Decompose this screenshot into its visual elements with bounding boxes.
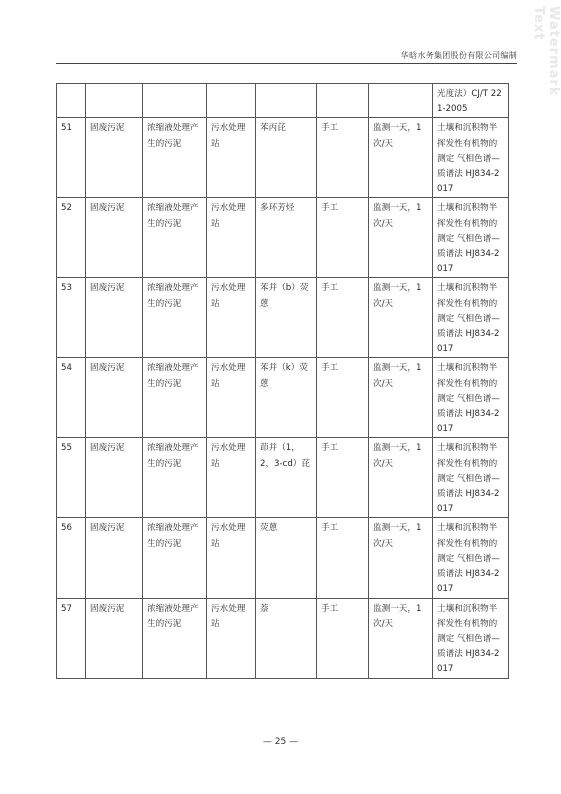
- table-row-continued: [57, 84, 509, 118]
- cell-location: 污水处理站: [207, 438, 256, 518]
- cell-pollutant: 荧蒽: [256, 518, 317, 598]
- cell-pollutant: [256, 84, 317, 118]
- cell-no: 54: [57, 358, 86, 438]
- cell-category: 固废污泥: [86, 598, 143, 678]
- table-row: [57, 118, 509, 198]
- cell-pollutant: 苯并（k）荧蒽: [256, 358, 317, 438]
- cell-frequency: 监测一天，1次/天: [369, 358, 433, 438]
- cell-mode: 手工: [317, 358, 369, 438]
- cell-category: [86, 84, 143, 118]
- table-row: [57, 358, 509, 438]
- page-number: — 25 —: [262, 737, 299, 747]
- cell-source: 浓缩液处理产生的污泥: [143, 438, 207, 518]
- cell-frequency: 监测一天，1次/天: [369, 598, 433, 678]
- monitoring-table: [56, 83, 509, 679]
- cell-category: 固废污泥: [86, 118, 143, 198]
- cell-method: 土壤和沉积物半挥发性有机物的测定 气相色谱—质谱法 HJ834-2017: [433, 598, 509, 678]
- cell-method: 土壤和沉积物半挥发性有机物的测定 气相色谱—质谱法 HJ834-2017: [433, 518, 509, 598]
- cell-category: 固废污泥: [86, 278, 143, 358]
- cell-mode: 手工: [317, 518, 369, 598]
- cell-frequency: 监测一天，1次/天: [369, 518, 433, 598]
- cell-no: [57, 84, 86, 118]
- cell-mode: 手工: [317, 198, 369, 278]
- table-row: [57, 198, 509, 278]
- cell-method: 土壤和沉积物半挥发性有机物的测定 气相色谱—质谱法 HJ834-2017: [433, 438, 509, 518]
- page-header-company: 华晗水务集团股份有限公司编制: [400, 51, 517, 60]
- cell-location: [207, 84, 256, 118]
- header-divider: [56, 63, 517, 64]
- cell-category: 固废污泥: [86, 198, 143, 278]
- cell-no: 55: [57, 438, 86, 518]
- table-row: [57, 278, 509, 358]
- cell-category: 固废污泥: [86, 358, 143, 438]
- cell-pollutant: 苯丙芘: [256, 118, 317, 198]
- cell-frequency: 监测一天，1次/天: [369, 198, 433, 278]
- cell-source: 浓缩液处理产生的污泥: [143, 118, 207, 198]
- cell-no: 51: [57, 118, 86, 198]
- cell-source: [143, 84, 207, 118]
- cell-pollutant: 萘: [256, 598, 317, 678]
- cell-mode: 手工: [317, 118, 369, 198]
- cell-no: 52: [57, 198, 86, 278]
- cell-location: 污水处理站: [207, 278, 256, 358]
- cell-method: 土壤和沉积物半挥发性有机物的测定 气相色谱—质谱法 HJ834-2017: [433, 118, 509, 198]
- cell-location: 污水处理站: [207, 518, 256, 598]
- table-row: [57, 438, 509, 518]
- cell-location: 污水处理站: [207, 198, 256, 278]
- cell-location: 污水处理站: [207, 118, 256, 198]
- cell-pollutant: 多环芳烃: [256, 198, 317, 278]
- cell-method: 光度法）CJ/T 221-2005: [433, 84, 509, 118]
- cell-location: 污水处理站: [207, 358, 256, 438]
- cell-category: 固废污泥: [86, 518, 143, 598]
- cell-category: 固废污泥: [86, 438, 143, 518]
- cell-pollutant: 苯并（b）荧蒽: [256, 278, 317, 358]
- table-row: [57, 518, 509, 598]
- cell-source: 浓缩液处理产生的污泥: [143, 518, 207, 598]
- cell-mode: 手工: [317, 438, 369, 518]
- cell-frequency: 监测一天，1次/天: [369, 278, 433, 358]
- cell-frequency: 监测一天，1次/天: [369, 118, 433, 198]
- cell-method: 土壤和沉积物半挥发性有机物的测定 气相色谱—质谱法 HJ834-2017: [433, 198, 509, 278]
- cell-source: 浓缩液处理产生的污泥: [143, 598, 207, 678]
- cell-mode: 手工: [317, 598, 369, 678]
- cell-frequency: 监测一天，1次/天: [369, 438, 433, 518]
- cell-mode: [317, 84, 369, 118]
- cell-no: 57: [57, 598, 86, 678]
- cell-method: 土壤和沉积物半挥发性有机物的测定 气相色谱—质谱法 HJ834-2017: [433, 278, 509, 358]
- table-row: [57, 598, 509, 678]
- cell-pollutant: 茚并（1，2，3-cd）芘: [256, 438, 317, 518]
- cell-no: 53: [57, 278, 86, 358]
- watermark: Watermark Text: [531, 6, 561, 97]
- cell-frequency: [369, 84, 433, 118]
- cell-location: 污水处理站: [207, 598, 256, 678]
- cell-source: 浓缩液处理产生的污泥: [143, 198, 207, 278]
- cell-mode: 手工: [317, 278, 369, 358]
- cell-source: 浓缩液处理产生的污泥: [143, 278, 207, 358]
- cell-source: 浓缩液处理产生的污泥: [143, 358, 207, 438]
- cell-method: 土壤和沉积物半挥发性有机物的测定 气相色谱—质谱法 HJ834-2017: [433, 358, 509, 438]
- cell-no: 56: [57, 518, 86, 598]
